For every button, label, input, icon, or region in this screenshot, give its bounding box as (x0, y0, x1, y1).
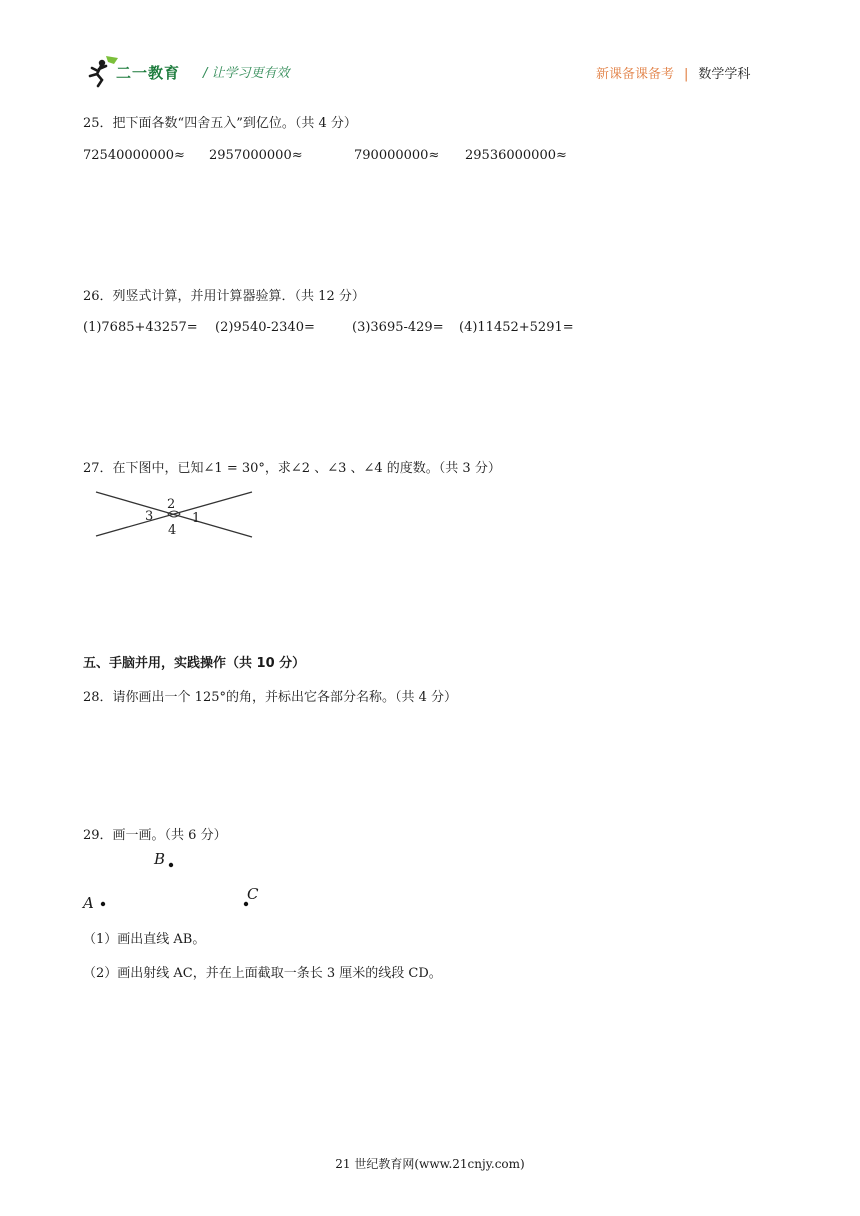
point-a-label: A (83, 894, 94, 912)
angle-label-4: 4 (168, 523, 177, 538)
q26-item-4: (4)11452+5291= (459, 320, 574, 335)
q29-sub2: （2）画出射线 AC，并在上面截取一条长 3 厘米的线段 CD。 (83, 966, 442, 981)
point-b-dot (167, 861, 175, 869)
q25-title: 25．把下面各数“四舍五入”到亿位。（共 4 分） (83, 116, 357, 131)
q26-title: 26．列竖式计算，并用计算器验算．（共 12 分） (83, 289, 365, 304)
q25-item-4: 29536000000≈ (465, 148, 567, 163)
angle-label-1: 1 (192, 511, 201, 526)
point-c-label: C (247, 885, 259, 903)
q26-item-1: (1)7685+43257= (83, 320, 198, 335)
q26-item-2: (2)9540-2340= (215, 320, 315, 335)
q25-item-2: 2957000000≈ (209, 148, 303, 163)
q29-title: 29．画一画。（共 6 分） (83, 828, 227, 843)
point-b-label: B (154, 850, 166, 868)
header-slogan: / 让学习更有效 (203, 66, 290, 81)
header-brand: 新课备课备考 (596, 67, 675, 82)
logo-text: 二一教育 (116, 64, 181, 82)
q25-item-1: 72540000000≈ (83, 148, 185, 163)
q25-item-3: 790000000≈ (354, 148, 440, 163)
section5-title: 五、手脑并用，实践操作（共 10 分） (83, 656, 306, 671)
page-footer: 21 世纪教育网(www.21cnjy.com) (335, 1157, 525, 1171)
q27-title: 27．在下图中，已知∠1 = 30°，求∠2 、∠3 、∠4 的度数。（共 3 分） (83, 461, 501, 476)
q26-item-3: (3)3695-429= (352, 320, 444, 335)
point-c-dot (242, 900, 250, 908)
point-a-dot (99, 900, 107, 908)
angle-label-3: 3 (145, 509, 154, 524)
header-right (596, 63, 750, 82)
header-subject: 数学学科 (698, 67, 751, 82)
intersecting-lines-figure (90, 486, 260, 542)
header-separator: | (684, 67, 689, 82)
angle-label-2: 2 (167, 497, 176, 512)
q29-sub1: （1）画出直线 AB。 (83, 932, 206, 947)
q28-title: 28．请你画出一个 125°的角，并标出它各部分名称。（共 4 分） (83, 690, 458, 705)
